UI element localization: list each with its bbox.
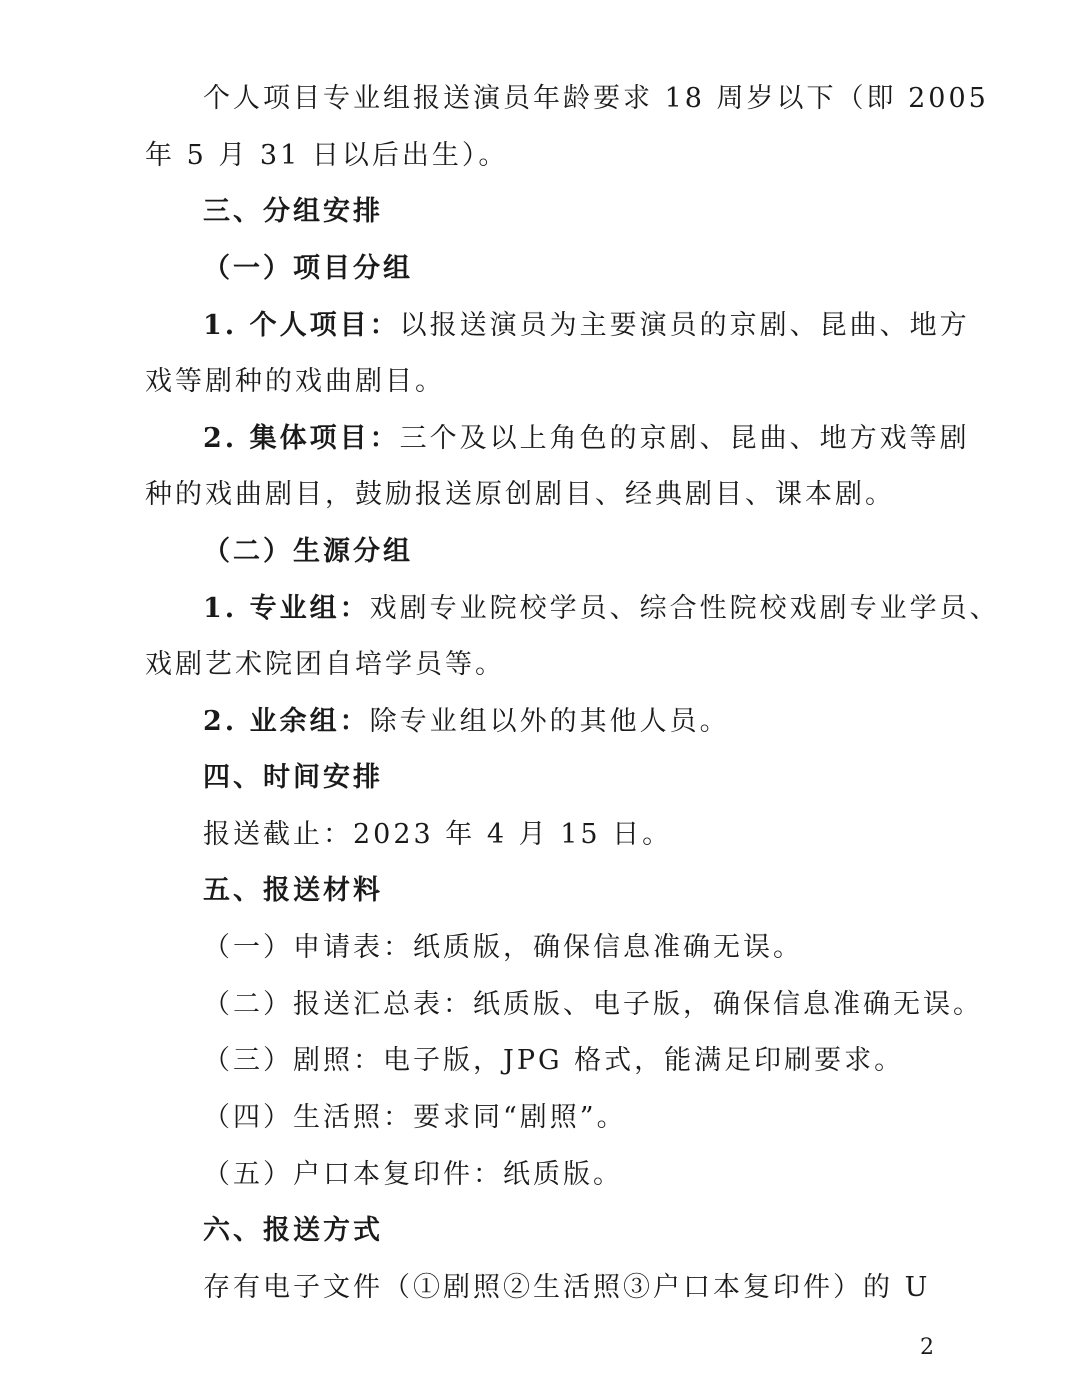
material-application-form: （一）申请表：纸质版，确保信息准确无误。 [203,932,803,963]
item-professional-group-continued: 戏剧艺术院团自培学员等。 [145,649,505,680]
item-text: 三个及以上角色的京剧、昆曲、地方戏等剧 [399,423,970,454]
section-heading-grouping: 三、分组安排 [203,196,383,227]
item-text: 戏剧专业院校学员、综合性院校戏剧专业学员、 [369,593,1000,624]
item-individual-project-continued: 戏等剧种的戏曲剧目。 [145,366,445,397]
item-label: 2. 集体项目： [203,423,400,454]
item-professional-group [203,589,1000,629]
item-group-project [203,419,970,459]
paragraph-age-requirement-continued: 年 5 月 31 日以后出生）。 [145,140,509,171]
item-label: 1. 专业组： [203,593,370,624]
item-label: 2. 业余组： [203,706,370,737]
subheading-student-source-grouping: （二）生源分组 [203,536,413,567]
paragraph-submission-method: 存有电子文件（①剧照②生活照③户口本复印件）的 U [203,1272,931,1303]
material-summary-form: （二）报送汇总表：纸质版、电子版，确保信息准确无误。 [203,989,983,1020]
section-heading-schedule: 四、时间安排 [203,762,383,793]
paragraph-deadline: 报送截止：2023 年 4 月 15 日。 [203,819,673,850]
item-group-project-continued: 种的戏曲剧目，鼓励报送原创剧目、经典剧目、课本剧。 [145,479,895,510]
page-number: 2 [920,1335,934,1360]
item-individual-project [203,306,970,346]
item-label: 1. 个人项目： [203,310,400,341]
item-text: 除专业组以外的其他人员。 [369,706,730,737]
material-life-photos: （四）生活照：要求同“剧照”。 [203,1102,627,1133]
material-stage-photos: （三）剧照：电子版，JPG 格式，能满足印刷要求。 [203,1045,905,1076]
subheading-project-grouping: （一）项目分组 [203,253,413,284]
item-amateur-group [203,702,948,742]
item-text: 以报送演员为主要演员的京剧、昆曲、地方 [399,310,970,341]
material-household-register-copy: （五）户口本复印件：纸质版。 [203,1159,623,1190]
section-heading-materials: 五、报送材料 [203,875,383,906]
section-heading-submission-method: 六、报送方式 [203,1215,383,1246]
paragraph-age-requirement: 个人项目专业组报送演员年龄要求 18 周岁以下（即 2005 [203,83,989,114]
